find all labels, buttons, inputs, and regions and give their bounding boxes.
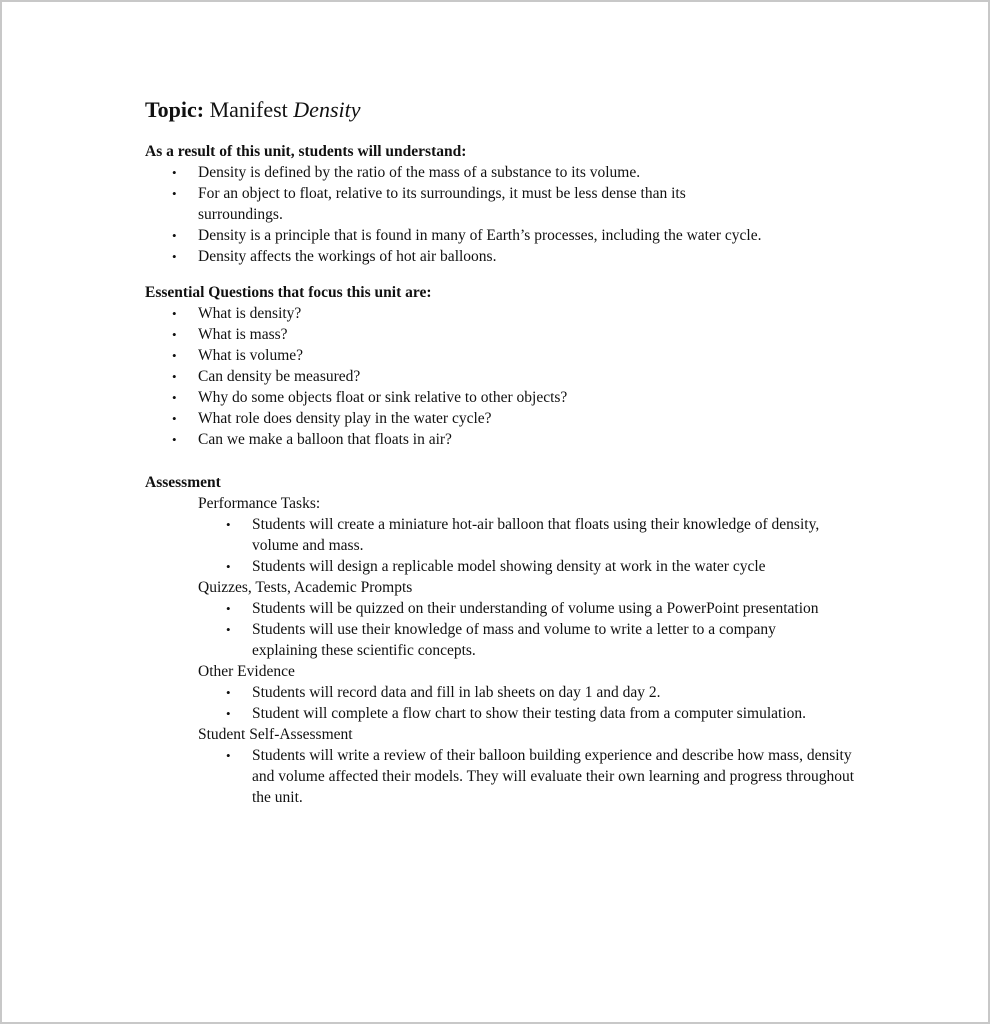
list-item: • Can we make a balloon that floats in air? — [145, 429, 865, 450]
list-item: • Student will complete a flow chart to show their testing data from a computer simulation. — [145, 703, 865, 724]
assessment-heading: Assessment — [145, 474, 221, 491]
performance-tasks-heading: Performance Tasks: — [198, 495, 321, 512]
understand-list — [145, 162, 865, 267]
document-content — [145, 95, 865, 808]
list-item: • Students will create a miniature hot-air balloon that floats using their knowledge of density, volume and mass. — [145, 514, 865, 556]
topic-label: Topic: — [145, 97, 205, 122]
topic-title-italic: Density — [293, 97, 361, 122]
list-item: • For an object to float, relative to its surroundings, it must be less dense than its surroundings. — [145, 183, 865, 225]
list-item: • Students will write a review of their balloon building experience and describe how mass, density and volume affected their models. They will evaluate their own learning and progress throughout the unit. — [145, 745, 865, 808]
list-item: • Students will design a replicable model showing density at work in the water cycle — [145, 556, 865, 577]
other-evidence-heading: Other Evidence — [198, 663, 295, 680]
list-item: • Students will record data and fill in lab sheets on day 1 and day 2. — [145, 682, 865, 703]
questions-list — [145, 303, 865, 450]
list-item: • Students will be quizzed on their understanding of volume using a PowerPoint presentation — [145, 598, 865, 619]
list-item: • Why do some objects float or sink relative to other objects? — [145, 387, 865, 408]
list-item: • Can density be measured? — [145, 366, 865, 387]
list-item: • What role does density play in the water cycle? — [145, 408, 865, 429]
performance-tasks-list — [145, 514, 865, 577]
list-item: • Density affects the workings of hot air balloons. — [145, 246, 865, 267]
list-item: • What is volume? — [145, 345, 865, 366]
list-item: • Density is a principle that is found in many of Earth’s processes, including the water cycle. — [145, 225, 865, 246]
other-evidence-list — [145, 682, 865, 724]
topic-title: Manifest — [209, 97, 294, 122]
list-item: • What is density? — [145, 303, 865, 324]
list-item: • Density is defined by the ratio of the mass of a substance to its volume. — [145, 162, 865, 183]
questions-heading: Essential Questions that focus this unit are: — [145, 284, 432, 301]
list-item: • What is mass? — [145, 324, 865, 345]
self-assessment-list — [145, 745, 865, 808]
quizzes-heading: Quizzes, Tests, Academic Prompts — [198, 579, 413, 596]
quizzes-list — [145, 598, 865, 661]
list-item: • Students will use their knowledge of mass and volume to write a letter to a company explaining these scientific concepts. — [145, 619, 865, 661]
understand-heading: As a result of this unit, students will understand: — [145, 143, 467, 160]
page-title — [145, 95, 865, 125]
self-assessment-heading: Student Self-Assessment — [198, 726, 353, 743]
